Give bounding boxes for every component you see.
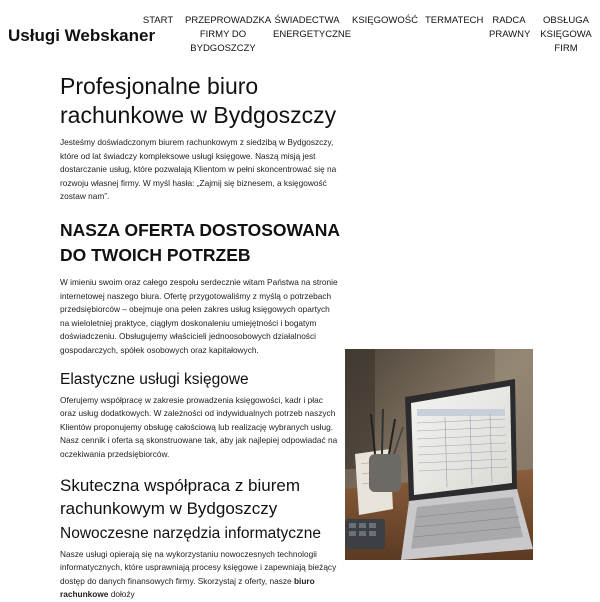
nav-item-termatech[interactable]: TERMATECH (425, 15, 484, 26)
nav-item-accounting[interactable]: KSIĘGOWOŚĆ (352, 15, 418, 26)
it-tools-heading: Nowoczesne narzędzia informatyczne (60, 524, 322, 542)
site-logo[interactable]: Usługi Webskaner (8, 26, 156, 45)
site-header (0, 0, 600, 70)
laptop-desk-illustration (345, 349, 533, 560)
nav-item-company-bookkeeping[interactable]: OBSŁUGA KSIĘGOWA FIRM (540, 15, 592, 54)
it-tools-paragraph (60, 548, 340, 602)
it-tools-text-end: dołoży (108, 589, 135, 600)
flexible-services-paragraph: Oferujemy współpracę w zakresie prowadzenia księgowości, kadr i płac oraz usług dodatkowych. W zależności od indywidualnych potrzeb naszych Klientów proponujemy obsługę całościową lub realizację wybranych usług. Nasz cennik i oferta są skonstruowane tak, aby jak najlepiej odpowiadać na oczekiwania przedsiębiorców. (60, 394, 338, 459)
main-content (60, 72, 340, 602)
offer-heading: NASZA OFERTA DOSTOSOWANA DO TWOICH POTRZEB (60, 219, 340, 265)
page-title: Profesjonalne biuro rachunkowe w Bydgoszczy (60, 73, 337, 128)
intro-paragraph: Jesteśmy doświadczonym biurem rachunkowym z siedzibą w Bydgoszczy, które od lat świadczy kompleksowe usługi księgowe. Naszą misją jest dostarczanie usług, które pozwalają Klientom w pełni skoncentrować się na rozwoju własnej firmy. W myśl hasła: „Zajmij się biznesem, a księgowość zostaw nam”. (60, 137, 337, 202)
offer-paragraph: W imieniu swoim oraz całego zespołu serdecznie witam Państwa na stronie internetowej naszego biura. Ofertę przygotowaliśmy z myślą o potrzebach przedsiębiorców – obejmuje ona pełen zakres usług księgowych opartych na wieloletniej praktyce, ciągłym doskonaleniu umiejętności i bogatym doświadczeniu. Obsługujemy właścicieli jednoosobowych działalności gospodarczych, spółek osobowych oraz kapitałowych. (60, 276, 338, 355)
nav-item-energy-certificates[interactable]: ŚWIADECTWA ENERGETYCZNE (273, 15, 352, 40)
laptop-desk-photo (345, 349, 533, 560)
flexible-services-heading: Elastyczne usługi księgowe (60, 370, 249, 388)
nav-item-company-relocation[interactable]: PRZEPROWADZKA FIRMY DO BYDGOSZCZY (185, 15, 272, 54)
it-tools-text: Nasze usługi opierają się na wykorzystaniu nowoczesnych technologii informatycznych, które usprawniają procesy księgowe i zapewniają bieżący dostęp do danych finansowych firmy. Skorzystaj z oferty, nasze (60, 548, 337, 586)
nav-item-legal-counsel[interactable]: RADCA PRAWNY (489, 15, 531, 40)
cooperation-heading: Skuteczna współpraca z biurem rachunkowym w Bydgoszczy (60, 475, 301, 518)
accounting-office-link[interactable]: biuro rachunkowe (60, 575, 315, 600)
nav-item-start[interactable]: START (142, 15, 174, 26)
